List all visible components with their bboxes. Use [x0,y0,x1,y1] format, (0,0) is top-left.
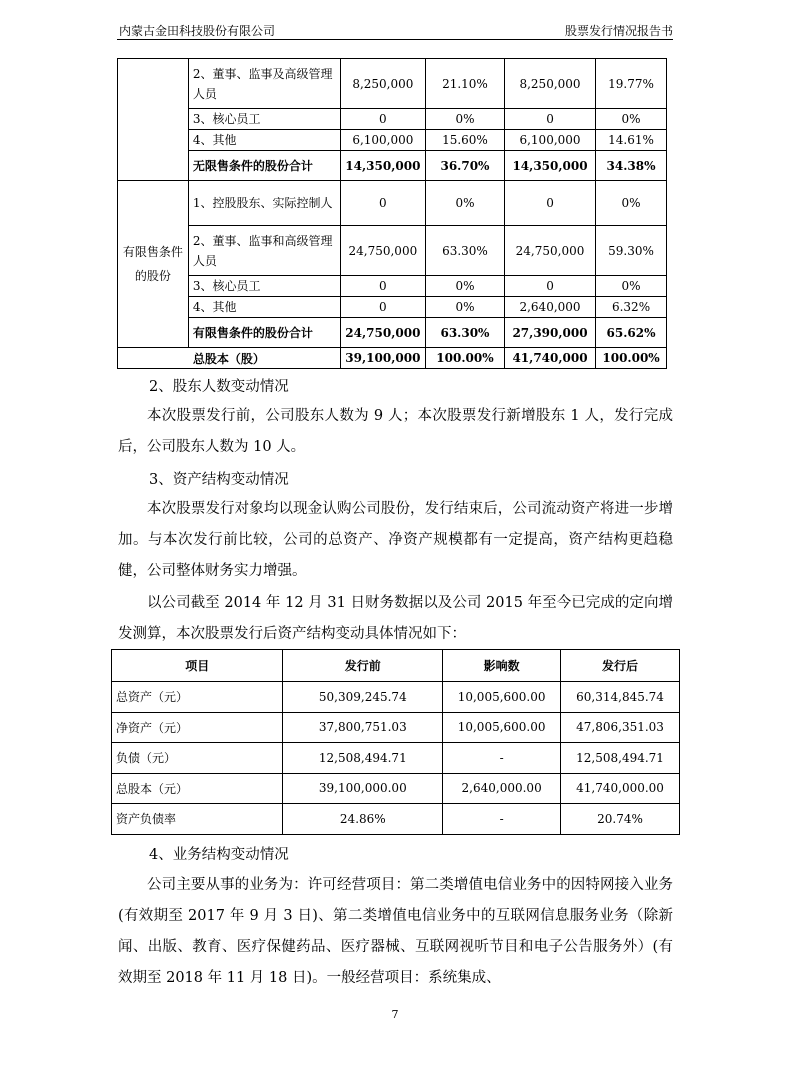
table-cell: 2、董事、监事及高级管理人员 [188,59,340,109]
page-number: 7 [391,1008,399,1021]
table-cell: 12,508,494.71 [283,743,443,774]
table-cell: 有限售条件的股份合计 [188,318,340,348]
table-row [112,804,680,835]
column-header: 影响数 [443,650,561,682]
table-cell: 4、其他 [188,130,340,151]
table-cell: - [443,743,561,774]
table-cell: 0 [340,297,425,318]
table-row [118,59,667,109]
section-title: 4、业务结构变动情况 [149,847,289,863]
table-cell: 39,100,000.00 [283,773,443,804]
table-cell: 19.77% [596,59,667,109]
table-row [112,712,680,743]
table-cell: 10,005,600.00 [443,682,561,713]
table-cell: 24,750,000 [340,318,425,348]
table-cell: 59.30% [596,226,667,276]
table-cell: 3、核心员工 [188,276,340,297]
table-cell: 0% [425,276,504,297]
table-cell: 63.30% [425,318,504,348]
table-cell: 63.30% [425,226,504,276]
table-row [112,682,680,713]
table-cell: 负债（元） [112,743,283,774]
table-cell: 0 [504,181,595,226]
table-cell: 总股本（股） [118,348,341,369]
table-cell: 无限售条件的股份合计 [188,151,340,181]
table-cell: 14,350,000 [504,151,595,181]
table-header-row [112,650,680,682]
table-cell: 100.00% [425,348,504,369]
column-header: 项目 [112,650,283,682]
table-cell: 41,740,000 [504,348,595,369]
table-cell: 50,309,245.74 [283,682,443,713]
table-cell: 0 [504,109,595,130]
table-cell: 0% [596,181,667,226]
table-row [118,130,667,151]
table-cell: 0% [596,109,667,130]
table-cell: 净资产（元） [112,712,283,743]
table-cell: 0 [504,276,595,297]
table-row [112,773,680,804]
table-cell: 0% [596,276,667,297]
asset-structure-table [111,649,680,835]
table-cell: 3、核心员工 [188,109,340,130]
table-row-subtotal [118,318,667,348]
table-cell: 47,806,351.03 [561,712,680,743]
share-structure-table [117,58,667,369]
header-company: 内蒙古金田科技股份有限公司 [119,24,276,38]
header-doc-title: 股票发行情况报告书 [564,24,673,38]
table-cell: 65.62% [596,318,667,348]
table-cell: 6,100,000 [504,130,595,151]
table-cell: 10,005,600.00 [443,712,561,743]
table-cell: 24,750,000 [504,226,595,276]
paragraph: 本次股票发行前，公司股东人数为 9 人；本次股票发行新增股东 1 人，发行完成后，公司股东人数为 10 人。 [118,408,673,455]
table-cell: 4、其他 [188,297,340,318]
table-cell: 1、控股股东、实际控制人 [188,181,340,226]
table-cell: 14,350,000 [340,151,425,181]
table-cell: 34.38% [596,151,667,181]
table-cell: 14.61% [596,130,667,151]
table-cell: 0% [425,109,504,130]
table-cell: 0 [340,109,425,130]
table-cell: 6.32% [596,297,667,318]
table-cell: 21.10% [425,59,504,109]
table-row [112,743,680,774]
table-cell: 15.60% [425,130,504,151]
table-cell: 39,100,000 [340,348,425,369]
table-cell: - [443,804,561,835]
table-cell: 0% [425,181,504,226]
table-row [118,226,667,276]
table-cell: 0 [340,276,425,297]
paragraph: 本次股票发行对象均以现金认购公司股份，发行结束后，公司流动资产将进一步增加。与本次发行前比较，公司的总资产、净资产规模都有一定提高，资产结构更趋稳健，公司整体财务实力增强。 [118,501,673,579]
paragraph: 公司主要从事的业务为：许可经营项目：第二类增值电信业务中的因特网接入业务(有效期至 2017 年 9 月 3 日)、第二类增值电信业务中的互联网信息服务业务（除新闻、出版、教育、医疗保健药品、医疗器械、互联网视听节目和电子公告服务外）(有效期至 2018 年 11 月 18 日)。一般经营项目：系统集成、 [118,877,673,986]
table-cell: 8,250,000 [340,59,425,109]
table-row [118,276,667,297]
section-title: 3、资产结构变动情况 [149,472,289,488]
table-row-total [118,348,667,369]
table-row [118,297,667,318]
table-cell: 41,740,000.00 [561,773,680,804]
table-cell: 36.70% [425,151,504,181]
table-cell: 8,250,000 [504,59,595,109]
table-cell: 12,508,494.71 [561,743,680,774]
page-header [117,19,673,40]
table-row-subtotal [118,151,667,181]
table-row [118,181,667,226]
table-cell: 0 [340,181,425,226]
table-cell: 20.74% [561,804,680,835]
table-cell-blank [118,59,189,181]
table-cell: 总资产（元） [112,682,283,713]
table-cell: 24.86% [283,804,443,835]
table-cell: 总股本（元） [112,773,283,804]
table-cell: 100.00% [596,348,667,369]
table-cell: 27,390,000 [504,318,595,348]
table-cell: 60,314,845.74 [561,682,680,713]
section-title: 2、股东人数变动情况 [149,379,289,395]
table-cell: 2、董事、监事和高级管理人员 [188,226,340,276]
table-cell: 资产负债率 [112,804,283,835]
table-cell: 37,800,751.03 [283,712,443,743]
group-label-cell: 有限售条件的股份 [118,181,189,348]
table-cell: 2,640,000.00 [443,773,561,804]
column-header: 发行前 [283,650,443,682]
column-header: 发行后 [561,650,680,682]
table-cell: 6,100,000 [340,130,425,151]
table-cell: 0% [425,297,504,318]
table-cell: 24,750,000 [340,226,425,276]
paragraph: 以公司截至 2014 年 12 月 31 日财务数据以及公司 2015 年至今已完成的定向增发测算，本次股票发行后资产结构变动具体情况如下： [118,595,673,642]
table-row [118,109,667,130]
table-cell: 2,640,000 [504,297,595,318]
